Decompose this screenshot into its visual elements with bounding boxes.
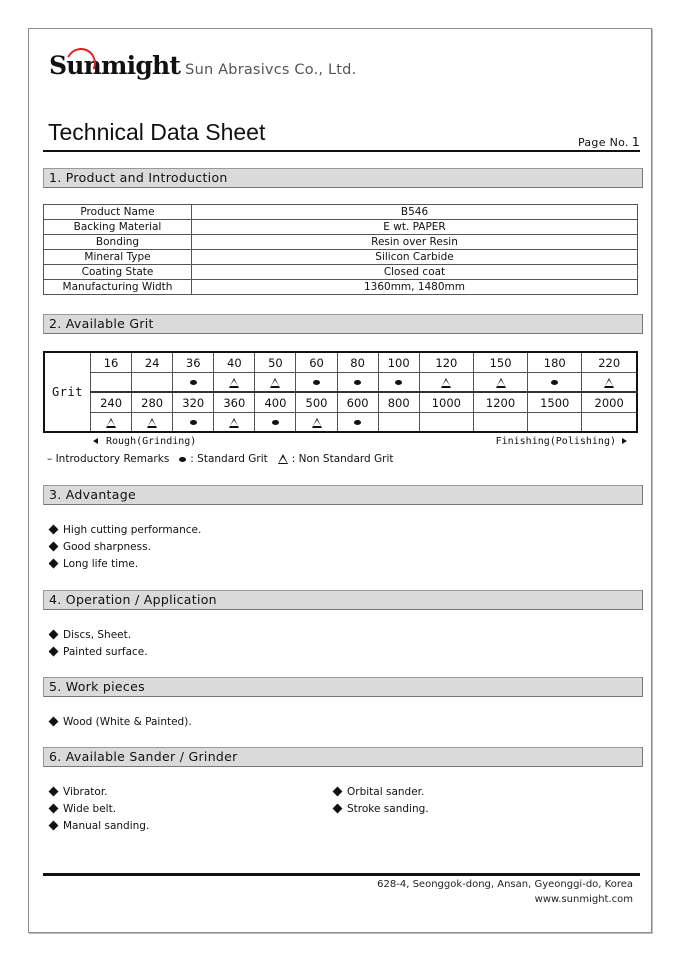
grit-value: 60: [296, 352, 337, 373]
non-standard-triangle-icon: [106, 418, 116, 428]
list-item: High cutting performance.: [47, 521, 201, 538]
table-row: Mineral Type Silicon Carbide: [44, 250, 638, 265]
non-standard-triangle-icon: [229, 378, 239, 388]
sander-list-right: [331, 783, 429, 817]
grit-value: 50: [255, 352, 296, 373]
list-item: Discs, Sheet.: [47, 626, 148, 643]
grit-status: [337, 413, 378, 433]
company-logo: [49, 51, 356, 81]
grit-value: 240: [91, 392, 132, 413]
standard-dot-icon: [190, 420, 197, 425]
footer-contact: [377, 877, 633, 907]
table-row: Product Name B546: [44, 205, 638, 220]
brand-wordmark: Sunmight: [49, 51, 180, 80]
non-standard-triangle-icon: [278, 454, 288, 464]
grit-value: 360: [214, 392, 255, 413]
rough-indicator: Rough(Grinding): [93, 436, 196, 447]
grit-status-row: [44, 373, 637, 393]
non-standard-triangle-icon: [147, 418, 157, 428]
grit-status: [296, 373, 337, 393]
grit-status: [582, 373, 637, 393]
finishing-indicator: Finishing(Polishing): [496, 436, 627, 447]
product-info-table: [43, 204, 638, 295]
grit-status: [132, 413, 173, 433]
grit-value: 1200: [473, 392, 527, 413]
list-item: Good sharpness.: [47, 538, 201, 555]
section-header-advantage: 3. Advantage: [43, 485, 643, 505]
non-standard-triangle-icon: [496, 378, 506, 388]
grit-status: [214, 413, 255, 433]
non-standard-triangle-icon: [441, 378, 451, 388]
non-standard-triangle-icon: [312, 418, 322, 428]
grit-label: Grit: [44, 352, 91, 432]
grit-value: 320: [173, 392, 214, 413]
grit-status: [91, 373, 132, 393]
standard-dot-icon: [272, 420, 279, 425]
grit-table: [43, 351, 638, 433]
grit-status: [528, 373, 582, 393]
grit-status: [419, 373, 473, 393]
grit-status: [337, 373, 378, 393]
diamond-bullet-icon: [49, 647, 59, 657]
title-divider: [43, 150, 640, 152]
grit-status-row: [44, 413, 637, 433]
standard-dot-icon: [354, 420, 361, 425]
data-sheet-page: [28, 28, 652, 933]
list-item: Orbital sander.: [331, 783, 429, 800]
list-item: Long life time.: [47, 555, 201, 572]
section-header-sanders: 6. Available Sander / Grinder: [43, 747, 643, 767]
standard-dot-icon: [354, 380, 361, 385]
standard-dot-icon: [395, 380, 402, 385]
workpieces-list: [47, 713, 192, 730]
page-title: Technical Data Sheet: [48, 119, 266, 145]
list-item: Vibrator.: [47, 783, 149, 800]
non-standard-triangle-icon: [604, 378, 614, 388]
list-item: Painted surface.: [47, 643, 148, 660]
grit-status: [473, 413, 527, 433]
standard-dot-icon: [551, 380, 558, 385]
grit-value: 120: [419, 352, 473, 373]
diamond-bullet-icon: [49, 525, 59, 535]
grit-value: 150: [473, 352, 527, 373]
grit-status: [582, 413, 637, 433]
grit-value: 400: [255, 392, 296, 413]
section-header-application: 4. Operation / Application: [43, 590, 643, 610]
grit-value: 2000: [582, 392, 637, 413]
grit-value: 100: [378, 352, 419, 373]
diamond-bullet-icon: [49, 821, 59, 831]
company-address: 628-4, Seonggok-dong, Ansan, Gyeonggi-do, Korea: [377, 879, 633, 890]
grit-row: [44, 392, 637, 413]
standard-dot-icon: [179, 457, 186, 462]
table-row: Manufacturing Width 1360mm, 1480mm: [44, 280, 638, 295]
company-website[interactable]: www.sunmight.com: [534, 894, 633, 905]
sander-list-left: [47, 783, 149, 834]
diamond-bullet-icon: [49, 542, 59, 552]
grit-value: 600: [337, 392, 378, 413]
company-name: Sun Abrasivcs Co., Ltd.: [185, 62, 357, 78]
grit-value: 500: [296, 392, 337, 413]
grit-value: 24: [132, 352, 173, 373]
grit-legend: – Introductory Remarks : Standard Grit : Non Standard Grit: [47, 453, 394, 465]
grit-status: [528, 413, 582, 433]
list-item: Wide belt.: [47, 800, 149, 817]
grit-status: [132, 373, 173, 393]
table-row: Coating State Closed coat: [44, 265, 638, 280]
section-header-workpieces: 5. Work pieces: [43, 677, 643, 697]
grit-value: 180: [528, 352, 582, 373]
grit-status: [378, 413, 419, 433]
page-number: Page No. 1: [577, 134, 640, 149]
footer-divider: [43, 873, 640, 876]
list-item: Wood (White & Painted).: [47, 713, 192, 730]
non-standard-triangle-icon: [270, 378, 280, 388]
grit-status: [378, 373, 419, 393]
grit-value: 800: [378, 392, 419, 413]
grit-value: 1500: [528, 392, 582, 413]
diamond-bullet-icon: [333, 787, 343, 797]
grit-value: 1000: [419, 392, 473, 413]
grit-status: [173, 373, 214, 393]
section-header-product: 1. Product and Introduction: [43, 168, 643, 188]
grit-row: [44, 352, 637, 373]
grit-status: [255, 373, 296, 393]
grit-status: [214, 373, 255, 393]
arrow-left-icon: [93, 438, 98, 444]
grit-status: [419, 413, 473, 433]
diamond-bullet-icon: [49, 717, 59, 727]
grit-status: [91, 413, 132, 433]
diamond-bullet-icon: [333, 804, 343, 814]
standard-dot-icon: [313, 380, 320, 385]
grit-value: 280: [132, 392, 173, 413]
grit-value: 40: [214, 352, 255, 373]
table-row: Backing Material E wt. PAPER: [44, 220, 638, 235]
grit-value: 220: [582, 352, 637, 373]
diamond-bullet-icon: [49, 804, 59, 814]
standard-dot-icon: [190, 380, 197, 385]
non-standard-triangle-icon: [229, 418, 239, 428]
grit-status: [255, 413, 296, 433]
grit-value: 16: [91, 352, 132, 373]
diamond-bullet-icon: [49, 630, 59, 640]
table-row: Bonding Resin over Resin: [44, 235, 638, 250]
list-item: Stroke sanding.: [331, 800, 429, 817]
grit-status: [473, 373, 527, 393]
diamond-bullet-icon: [49, 787, 59, 797]
advantage-list: [47, 521, 201, 572]
grit-value: 36: [173, 352, 214, 373]
list-item: Manual sanding.: [47, 817, 149, 834]
grit-value: 80: [337, 352, 378, 373]
grit-status: [173, 413, 214, 433]
diamond-bullet-icon: [49, 559, 59, 569]
grit-status: [296, 413, 337, 433]
arrow-right-icon: [622, 438, 627, 444]
section-header-grit: 2. Available Grit: [43, 314, 643, 334]
application-list: [47, 626, 148, 660]
